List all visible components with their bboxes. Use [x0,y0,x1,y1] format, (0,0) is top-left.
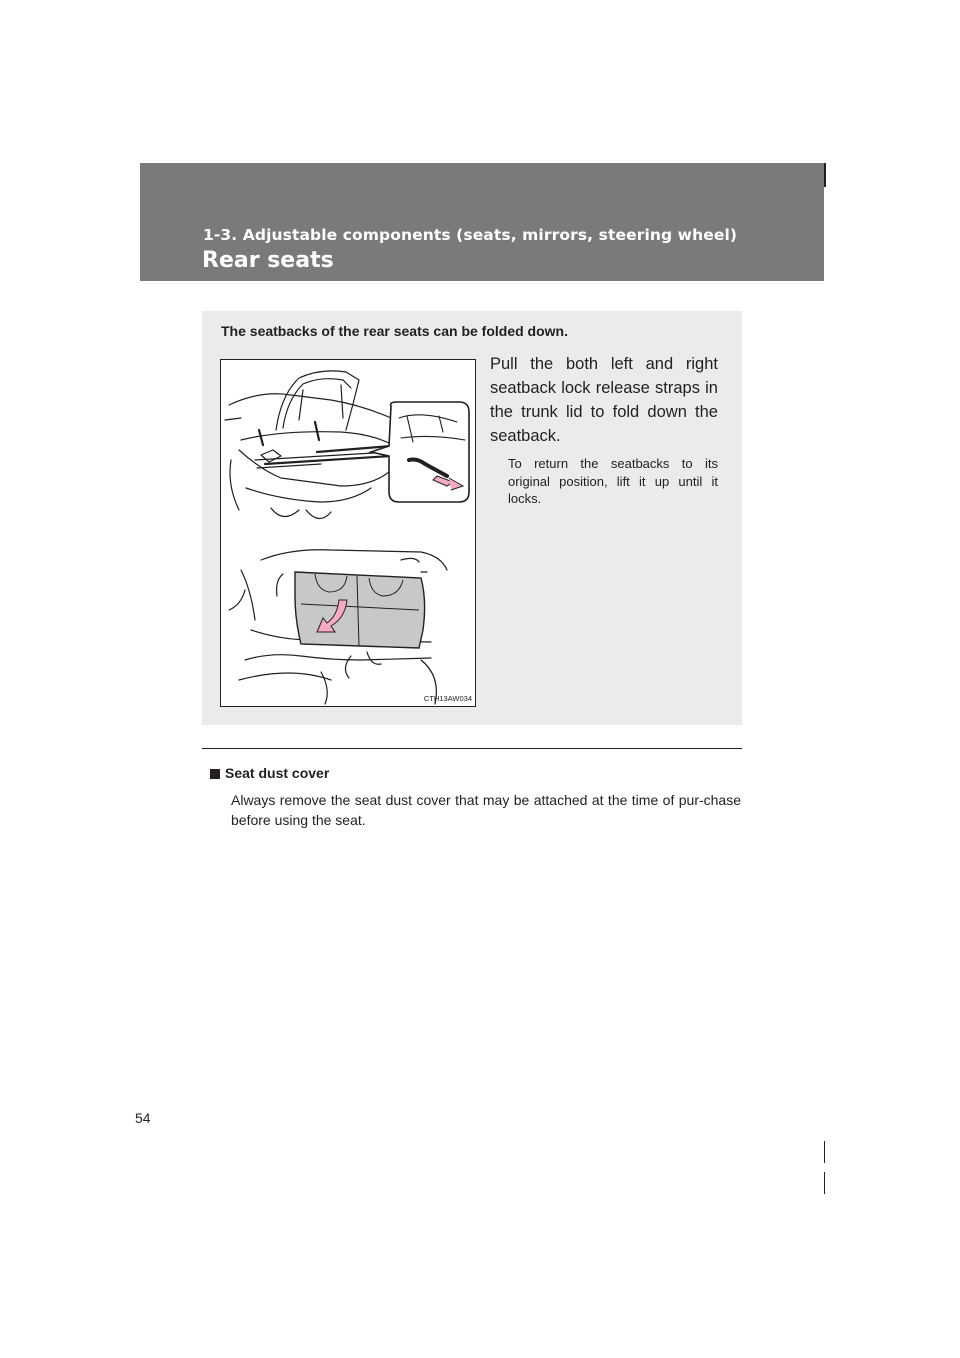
subsection-heading-text: Seat dust cover [225,765,330,781]
edge-mark-upper [824,1141,825,1163]
step-note: To return the seatbacks to its original position, lift it up until it locks. [508,456,718,506]
section-divider [202,748,742,749]
subsection-body: Always remove the seat dust cover that may be attached at the time of pur-chase before using the seat. [231,792,741,828]
rear-seat-illustration [220,359,476,707]
illustration-code: CTH13AW034 [423,694,472,703]
rear-seat-drawing [221,360,475,706]
info-panel [202,311,742,725]
section-label: 1-3. Adjustable components (seats, mirrors, steering wheel) [203,226,738,244]
square-bullet-icon [210,769,220,779]
header-corner-mark [824,163,826,187]
step-instruction: Pull the both left and right seatback lock release straps in the trunk lid to fold down the seatback. [490,355,718,445]
page-number: 54 [135,1110,151,1126]
subsection-heading [210,765,329,781]
panel-intro: The seatbacks of the rear seats can be folded down. [221,323,568,339]
page-title: Rear seats [202,248,334,273]
edge-mark-lower [824,1172,825,1194]
